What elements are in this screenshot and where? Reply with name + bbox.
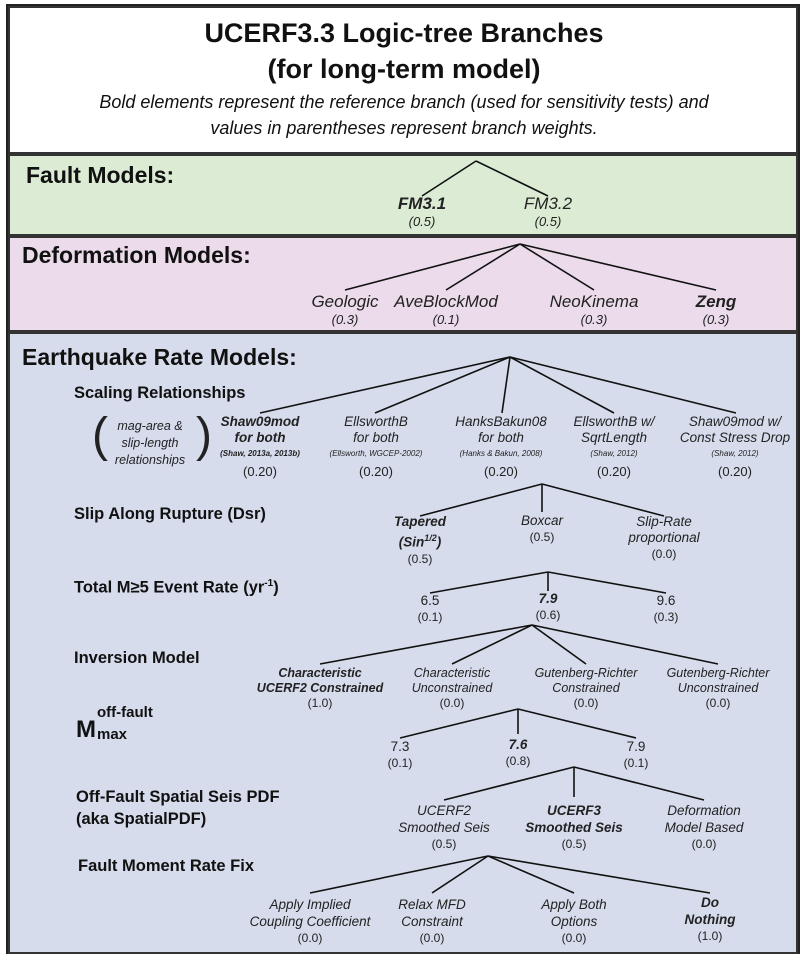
inversion-branch-gr-constrained: Gutenberg-Richter Constrained (0.0) xyxy=(534,666,638,710)
spatial-branch-ucerf3: UCERF3 Smoothed Seis (0.5) xyxy=(525,803,623,851)
scaling-branch-hanksbakun08: HanksBakun08 for both (Hanks & Bakun, 2008) (0.20) xyxy=(455,414,547,479)
scaling-branch-shaw09mod-const-stress: Shaw09mod w/ Const Stress Drop (Shaw, 2012) (0.20) xyxy=(679,414,791,479)
left-paren: ( xyxy=(92,409,108,462)
mmax-branch-7-6: 7.6 (0.8) xyxy=(505,737,531,768)
scaling-branch-ellsworthb-sqrtlength: EllsworthB w/ SqrtLength (Shaw, 2012) (0.20) xyxy=(573,414,655,479)
moment-fix-branch-do-nothing: Do Nothing (1.0) xyxy=(684,895,736,943)
description-line-2: values in parentheses represent branch weights. xyxy=(210,118,598,138)
total-event-rate-label: Total M≥5 Event Rate $(yr^{-1})$ xyxy=(74,578,279,597)
scaling-branch-shaw09mod: Shaw09mod for both (Shaw, 2013a, 2013b) (0.20) xyxy=(220,414,300,479)
moment-fix-branch-apply-both: Apply Both Options (0.0) xyxy=(541,897,607,945)
rate-branch-7-9: 7.9 (0.6) xyxy=(535,591,561,622)
moment-rate-fix-label: Fault Moment Rate Fix xyxy=(78,857,255,875)
spatial-pdf-aka-label: (aka SpatialPDF) xyxy=(76,810,207,828)
spatial-pdf-label: Off-Fault Spatial Seis PDF xyxy=(76,788,280,806)
right-paren: ) xyxy=(196,409,212,462)
fault-model-fm32: FM3.2 (0.5) xyxy=(523,194,573,229)
deformation-model-aveblockmod: AveBlockMod (0.1) xyxy=(394,292,498,327)
fault-models-label: Fault Models: xyxy=(26,162,175,188)
slip-branch-tapered: Tapered (Sin$^{1/2}$) (0.5) xyxy=(393,514,447,566)
slip-branch-boxcar: Boxcar (0.5) xyxy=(520,513,564,544)
mmax-branch-7-9: 7.9 (0.1) xyxy=(623,739,649,770)
page-subtitle: (for long-term model) xyxy=(267,54,541,84)
scaling-note: mag-area & slip-length relationships xyxy=(114,419,186,467)
scaling-branch-ellsworthb: EllsworthB for both (Ellsworth, WGCEP-2002) (0.20) xyxy=(329,414,423,479)
inversion-branch-gr-unconstrained: Gutenberg-Richter Unconstrained (0.0) xyxy=(666,666,770,710)
deformation-model-neokinema: NeoKinema (0.3) xyxy=(549,292,639,327)
rate-branch-9-6: 9.6 (0.3) xyxy=(653,593,679,624)
deformation-models-label: Deformation Models: xyxy=(22,242,251,268)
page-title: UCERF3.3 Logic-tree Branches xyxy=(204,18,604,48)
mmax-off-fault-label: M off-fault max xyxy=(76,704,153,743)
mmax-branch-7-3: 7.3 (0.1) xyxy=(387,739,413,770)
spatial-branch-ucerf2: UCERF2 Smoothed Seis (0.5) xyxy=(398,803,490,851)
moment-fix-branch-apply-coupling: Apply Implied Coupling Coefficient (0.0) xyxy=(249,897,371,945)
slip-along-rupture-label: Slip Along Rupture (Dsr) xyxy=(74,505,266,523)
moment-fix-branch-relax-mfd: Relax MFD Constraint (0.0) xyxy=(398,897,466,945)
rate-branch-6-5: 6.5 (0.1) xyxy=(417,593,443,624)
inversion-model-label: Inversion Model xyxy=(74,649,200,667)
spatial-branch-deformation-model: Deformation Model Based (0.0) xyxy=(664,803,744,851)
earthquake-rate-models-label: Earthquake Rate Models: xyxy=(22,344,297,370)
slip-branch-slip-rate-proportional: Slip-Rate proportional (0.0) xyxy=(628,514,700,561)
deformation-model-geologic: Geologic (0.3) xyxy=(311,292,379,327)
fault-model-fm31: FM3.1 (0.5) xyxy=(397,194,447,229)
scaling-relationships-label: Scaling Relationships xyxy=(74,384,246,402)
description-line-1: Bold elements represent the reference branch (used for sensitivity tests) and xyxy=(99,92,709,112)
inversion-branch-characteristic-ucerf2: Characteristic UCERF2 Constrained (1.0) xyxy=(256,666,384,710)
inversion-branch-characteristic-unconstrained: Characteristic Unconstrained (0.0) xyxy=(411,666,493,710)
deformation-model-zeng: Zeng (0.3) xyxy=(695,292,737,327)
